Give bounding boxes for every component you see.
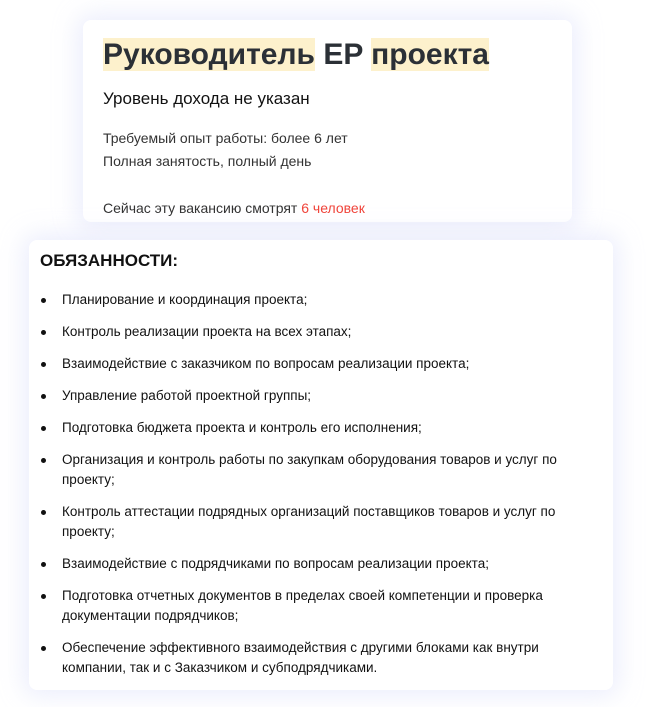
viewers-text <box>103 200 365 216</box>
list-item: Контроль реализации проекта на всех этапах; <box>40 322 600 342</box>
list-item: Организация и контроль работы по закупкам оборудования товаров и услуг по проекту; <box>40 450 600 490</box>
title-highlight: Руководитель <box>103 38 315 71</box>
list-item: Подготовка бюджета проекта и контроль его исполнения; <box>40 418 600 438</box>
list-item: Обеспечение эффективного взаимодействия с другими блоками как внутри компании, так и с Заказчиком и субподрядчиками. <box>40 638 600 678</box>
duties-heading: ОБЯЗАННОСТИ: <box>40 251 179 270</box>
duties-list <box>40 290 600 690</box>
employment-text: Полная занятость, полный день <box>103 153 312 169</box>
viewers-count: 6 человек <box>301 200 365 216</box>
title-text: EP <box>314 38 372 71</box>
list-item: Взаимодействие с заказчиком по вопросам реализации проекта; <box>40 354 600 374</box>
title-highlight: проекта <box>371 38 489 71</box>
list-item: Управление работой проектной группы; <box>40 386 600 406</box>
duties-card <box>29 240 613 690</box>
experience-text: Требуемый опыт работы: более 6 лет <box>103 130 348 146</box>
list-item: Подготовка отчетных документов в пределах своей компетенции и проверка документации подрядчиков; <box>40 586 600 626</box>
vacancy-title <box>103 38 489 72</box>
salary-text: Уровень дохода не указан <box>103 89 310 108</box>
list-item: Планирование и координация проекта; <box>40 290 600 310</box>
vacancy-header-card <box>83 20 572 222</box>
list-item: Контроль аттестации подрядных организаций поставщиков товаров и услуг по проекту; <box>40 502 600 542</box>
viewers-prefix: Сейчас эту вакансию смотрят <box>103 200 302 216</box>
list-item: Взаимодействие с подрядчиками по вопросам реализации проекта; <box>40 554 600 574</box>
